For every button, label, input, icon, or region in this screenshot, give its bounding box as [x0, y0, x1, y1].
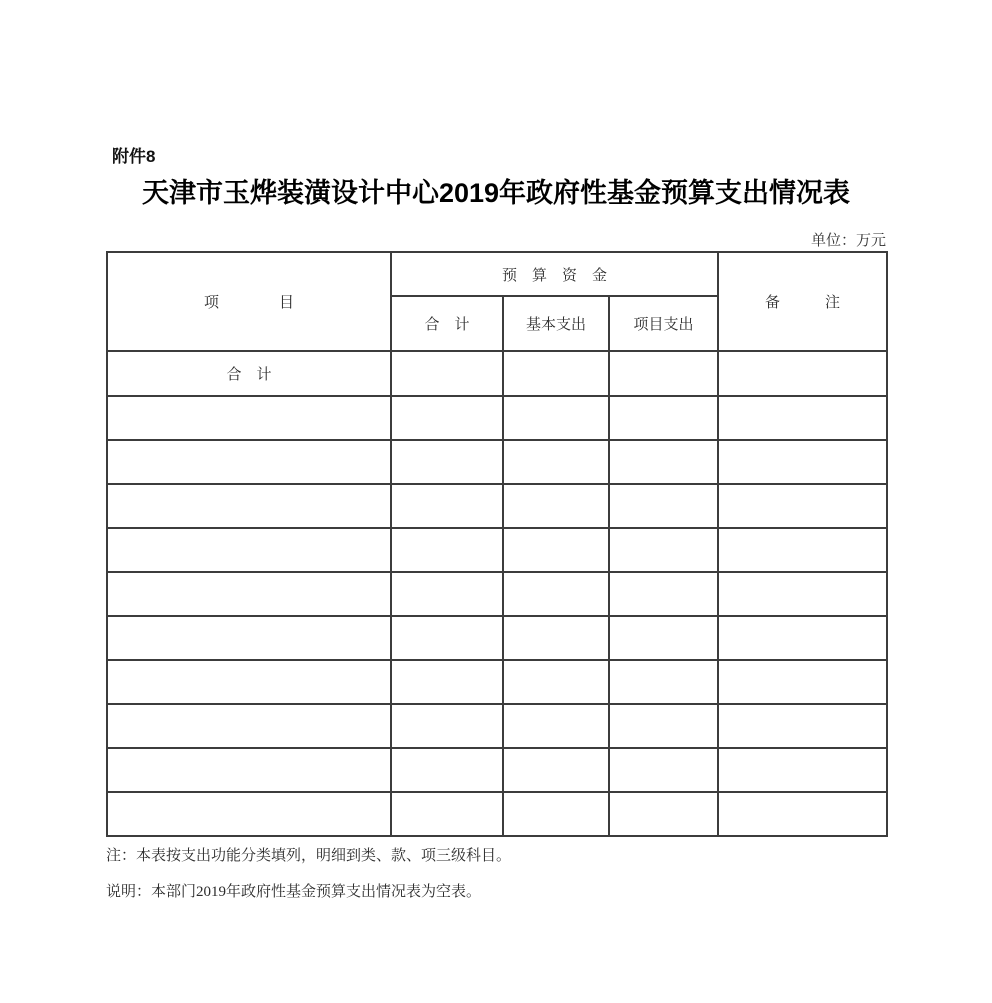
table-row: [107, 792, 887, 836]
cell-total: [391, 396, 503, 440]
page-title: 天津市玉烨装潢设计中心2019年政府性基金预算支出情况表: [141, 178, 851, 208]
cell-basic: [503, 528, 609, 572]
cell-total: [391, 704, 503, 748]
cell-total: [391, 351, 503, 396]
header-item-column: 项 目: [107, 252, 391, 351]
cell-basic: [503, 440, 609, 484]
unit-label: 单位：万元: [810, 233, 886, 249]
cell-item: [107, 484, 391, 528]
cell-item: [107, 528, 391, 572]
table-row: [107, 528, 887, 572]
cell-total: [391, 660, 503, 704]
cell-basic: [503, 616, 609, 660]
footnote-fill-instruction: 注：本表按支出功能分类填列，明细到类、款、项三级科目。: [106, 848, 512, 864]
cell-item: [107, 572, 391, 616]
table-row: [107, 396, 887, 440]
cell-project: [609, 440, 718, 484]
cell-project: [609, 616, 718, 660]
cell-remark: [718, 572, 887, 616]
cell-project: [609, 704, 718, 748]
table-row: [107, 704, 887, 748]
table-row: [107, 440, 887, 484]
cell-project: [609, 528, 718, 572]
cell-item: 合 计: [107, 351, 391, 396]
cell-basic: [503, 351, 609, 396]
cell-project: [609, 351, 718, 396]
document-page: [106, 0, 886, 901]
cell-project: [609, 792, 718, 836]
header-remark-column: 备 注: [718, 252, 887, 351]
cell-basic: [503, 484, 609, 528]
table-header: [107, 252, 887, 351]
cell-total: [391, 528, 503, 572]
cell-basic: [503, 660, 609, 704]
cell-item: [107, 396, 391, 440]
table-row: [107, 616, 887, 660]
cell-item: [107, 616, 391, 660]
header-subtotal-column: 合 计: [391, 296, 503, 351]
cell-basic: [503, 572, 609, 616]
header-project-expenditure-column: 项目支出: [609, 296, 718, 351]
cell-total: [391, 748, 503, 792]
header-budget-funds-group: 预 算 资 金: [391, 252, 718, 296]
cell-remark: [718, 704, 887, 748]
budget-table: [106, 251, 888, 837]
cell-item: [107, 660, 391, 704]
cell-project: [609, 396, 718, 440]
cell-total: [391, 440, 503, 484]
cell-remark: [718, 660, 887, 704]
table-row: [107, 748, 887, 792]
table-row: [107, 572, 887, 616]
cell-total: [391, 616, 503, 660]
footnote-empty-table-statement: 说明：本部门2019年政府性基金预算支出情况表为空表。: [106, 884, 482, 900]
cell-remark: [718, 440, 887, 484]
cell-project: [609, 660, 718, 704]
table-row: [107, 351, 887, 396]
cell-remark: [718, 396, 887, 440]
cell-basic: [503, 748, 609, 792]
cell-remark: [718, 748, 887, 792]
header-basic-expenditure-column: 基本支出: [503, 296, 609, 351]
cell-project: [609, 572, 718, 616]
cell-total: [391, 792, 503, 836]
table-row: [107, 484, 887, 528]
cell-item: [107, 748, 391, 792]
cell-item: [107, 792, 391, 836]
table-row: [107, 660, 887, 704]
cell-item: [107, 440, 391, 484]
cell-remark: [718, 484, 887, 528]
cell-basic: [503, 792, 609, 836]
cell-remark: [718, 616, 887, 660]
table-body: [107, 351, 887, 836]
cell-project: [609, 748, 718, 792]
cell-basic: [503, 704, 609, 748]
cell-remark: [718, 351, 887, 396]
cell-remark: [718, 792, 887, 836]
cell-total: [391, 484, 503, 528]
cell-item: [107, 704, 391, 748]
cell-remark: [718, 528, 887, 572]
cell-basic: [503, 396, 609, 440]
cell-total: [391, 572, 503, 616]
attachment-label: 附件8: [112, 147, 156, 166]
cell-project: [609, 484, 718, 528]
